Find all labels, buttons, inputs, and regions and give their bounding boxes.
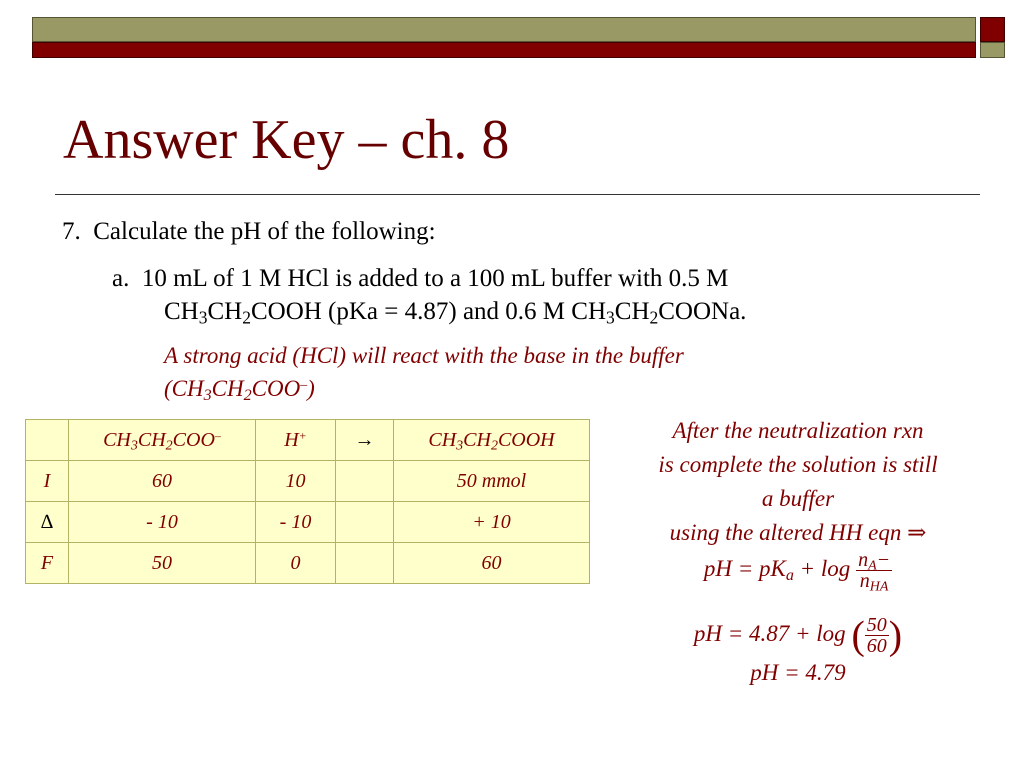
solution-line3: a buffer [761, 486, 835, 511]
row-label: F [26, 543, 69, 584]
cell-value: 10 [256, 461, 336, 502]
table-row [26, 461, 590, 502]
explanation [164, 339, 684, 405]
cell-value: 0 [256, 543, 336, 584]
title-divider [55, 194, 980, 195]
cell-value: + 10 [394, 502, 590, 543]
result: pH = 4.79 [750, 660, 846, 685]
row-label: ∆ [26, 502, 69, 543]
hh-fraction: $\frac{n_A-}{n_{HA}}$ [858, 549, 891, 595]
cell-value: 60 [69, 461, 256, 502]
cell-value [336, 461, 394, 502]
question-part-a [112, 262, 746, 328]
solution-line2: is complete the solution is still [658, 452, 938, 477]
part-label: a. [112, 265, 130, 292]
cell-value: 50 [69, 543, 256, 584]
corner-square-olive [980, 42, 1005, 58]
cell-value: - 10 [69, 502, 256, 543]
header-empty-cell [26, 420, 69, 461]
cell-value: 60 [394, 543, 590, 584]
header-band-olive [32, 17, 976, 42]
calc-fraction: $\frac{50}{60}$ [866, 614, 887, 657]
cell-value: - 10 [256, 502, 336, 543]
row-label: I [26, 461, 69, 502]
cell-value: 50 mmol [394, 461, 590, 502]
table-header-row [26, 420, 590, 461]
solution-line1: After the neutralization rxn [672, 418, 924, 443]
part-a-line1: 10 mL of 1 M HCl is added to a 100 mL buffer with 0.5 M [141, 265, 729, 292]
slide-title: Answer Key – ch. 8 [63, 109, 510, 171]
calc-equation: pH = 4.87 + log ( $\frac{50}{60}$ ) [693, 612, 903, 658]
header-band-maroon [32, 42, 976, 58]
question-7 [62, 218, 436, 246]
header-propanoate: $CH_3CH_2COO^-$ [69, 420, 256, 461]
corner-square-maroon [980, 17, 1005, 42]
question-number: 7. [62, 218, 81, 245]
hh-equation: pH = $pK_a + \log$ $\frac{n_A-}{n_{HA}}$ [703, 549, 891, 595]
header-propanoic-acid: $CH_3CH_2COOH$ [394, 420, 590, 461]
cell-value [336, 502, 394, 543]
table-row [26, 543, 590, 584]
explanation-line1: A strong acid (HCl) will react with the base in the buffer [164, 343, 684, 368]
reaction-arrow-icon: → [336, 420, 394, 461]
explanation-line2: $(CH_3CH_2COO^-)$ [164, 376, 315, 405]
solution-line4: using the altered HH eqn ⇒ [669, 520, 927, 545]
solution-block [600, 414, 996, 690]
ice-table [25, 419, 590, 584]
header-hydrogen-ion: H+ [256, 420, 336, 461]
question-text: Calculate the pH of the following: [93, 218, 436, 245]
part-a-line2: $CH_3CH_2COOH$ (pKa = 4.87) and 0.6 M $CH_3CH_2COONa$. [164, 298, 747, 328]
cell-value [336, 543, 394, 584]
table-row [26, 502, 590, 543]
